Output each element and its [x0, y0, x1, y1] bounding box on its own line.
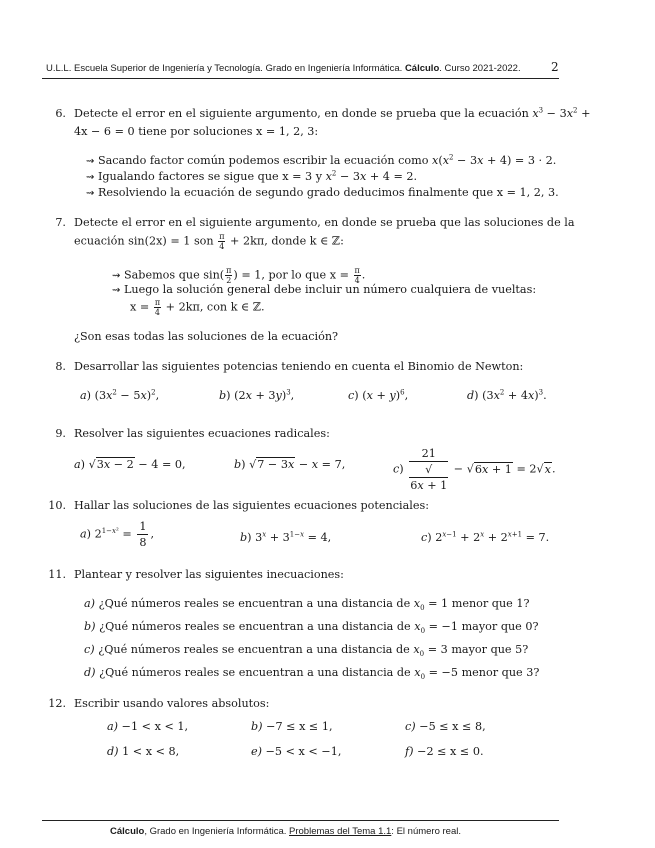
problem-7-line-2: ecuación sin(2x) = 1 son $\frac{\pi}{4}$ + 2kπ, donde k ∈ ℤ: [74, 232, 344, 251]
problem-9-b: b) √7 − 3x − x = 7, [234, 458, 346, 471]
footer-link[interactable]: Problemas del Tema 1.1 [289, 826, 392, 837]
problem-12-f: f) −2 ≤ x ≤ 0. [405, 745, 484, 758]
problem-10-title: Hallar las soluciones de las siguientes ecuaciones potenciales: [74, 499, 429, 512]
problem-9-c: c) 21 √ 6x + 1 − √6x + 1 = 2√x. [393, 447, 556, 492]
problem-8-a: a) $(3x^2 - 5x)^2$, [80, 388, 160, 402]
problem-12-b: b) −7 ≤ x ≤ 1, [251, 720, 333, 733]
footer-course: Cálculo [110, 826, 145, 837]
problem-8-c: c) $(x + y)^6$, [348, 388, 409, 402]
problem-7-step-3: x = $\frac{\pi}{4}$ + 2kπ, con k ∈ ℤ. [130, 298, 265, 317]
leadsto-icon: ⇝ [86, 188, 95, 199]
footer: Cálculo, Grado en Ingeniería Informática. Problemas del Tema 1.1: El número real. [110, 826, 461, 837]
problem-11-title: Plantear y resolver las siguientes inecuaciones: [74, 568, 344, 581]
footer-rule [42, 820, 559, 821]
problem-6-line-2: 4x − 6 = 0 tiene por soluciones x = 1, 2, 3: [74, 125, 319, 138]
leadsto-icon: ⇝ [112, 285, 121, 296]
problem-7-number: 7. [55, 216, 66, 229]
running-header: U.L.L. Escuela Superior de Ingeniería y Tecnología. Grado en Ingeniería Informática. Cálculo. Curso 2021-2022. [46, 63, 521, 74]
problem-7-line-1: Detecte el error en el siguiente argumento, en donde se prueba que las soluciones de la [74, 216, 575, 229]
leadsto-icon: ⇝ [86, 172, 95, 183]
header-rule [42, 78, 559, 79]
problem-12-title: Escribir usando valores absolutos: [74, 697, 270, 710]
problem-12-number: 12. [48, 697, 66, 710]
problem-12-e: e) −5 < x < −1, [251, 745, 342, 758]
problem-10-a: a) $2^{1-x^2}$ = $\frac{1}{8}$ , [80, 520, 154, 549]
problem-9-a: a) √3x − 2 − 4 = 0, [74, 458, 186, 471]
problem-8-b: b) $(2x + 3y)^3$, [219, 388, 295, 402]
problem-6-line-1: Detecte el error en el siguiente argumento, en donde se prueba que la ecuación $x^3 - 3x^2$ + [74, 106, 591, 120]
problem-8-d: d) $(3x^2 + 4x)^3$. [467, 388, 547, 402]
problem-8-number: 8. [55, 360, 66, 373]
problem-6-number: 6. [55, 107, 66, 120]
leadsto-icon: ⇝ [86, 156, 95, 167]
problem-10-number: 10. [48, 499, 66, 512]
problem-11-d: d) ¿Qué números reales se encuentran a una distancia de $x_0 = -5$ menor que 3? [84, 666, 540, 682]
problem-6-step-1: ⇝ Sacando factor común podemos escribir la ecuación como $x(x^2 - 3x + 4) = 3 \cdot 2$. [86, 153, 557, 167]
problem-7-step-2: ⇝ Luego la solución general debe incluir un número cualquiera de vueltas: [112, 283, 537, 296]
problem-8-title: Desarrollar las siguientes potencias teniendo en cuenta el Binomio de Newton: [74, 360, 524, 373]
problem-12-a: a) −1 < x < 1, [107, 720, 189, 733]
leadsto-icon: ⇝ [112, 270, 121, 282]
problem-11-number: 11. [48, 568, 66, 581]
problem-9-title: Resolver las siguientes ecuaciones radicales: [74, 427, 330, 440]
problem-11-c: c) ¿Qué números reales se encuentran a una distancia de $x_0 = 3$ mayor que 5? [84, 643, 529, 659]
problem-12-d: d) 1 < x < 8, [107, 745, 180, 758]
header-course: Cálculo [404, 63, 440, 74]
problem-11-b: b) ¿Qué números reales se encuentran a una distancia de $x_0 = -1$ mayor que 0? [84, 620, 539, 636]
problem-11-a: a) ¿Qué números reales se encuentran a una distancia de $x_0 = 1$ menor que 1? [84, 597, 530, 613]
problem-12-c: c) −5 ≤ x ≤ 8, [405, 720, 486, 733]
problem-7-step-1: ⇝ Sabemos que sin( $\frac{\pi}{2}$ ) = 1, por lo que x = $\frac{\pi}{4}$ . [112, 266, 366, 285]
problem-9-number: 9. [55, 427, 66, 440]
problem-7-question: ¿Son esas todas las soluciones de la ecuación? [74, 330, 339, 343]
problem-6-step-3: ⇝ Resolviendo la ecuación de segundo grado deducimos finalmente que x = 1, 2, 3. [86, 186, 559, 199]
page-number: 2 [551, 60, 559, 74]
problem-6-step-2: ⇝ Igualando factores se sigue que x = 3 y $x^2 - 3x + 4 = 2$. [86, 169, 418, 183]
problem-10-b: b) $3^x + 3^{1-x} = 4$, [240, 530, 332, 544]
problem-10-c: c) $2^{x-1} + 2^x + 2^{x+1} = 7$. [421, 530, 550, 544]
